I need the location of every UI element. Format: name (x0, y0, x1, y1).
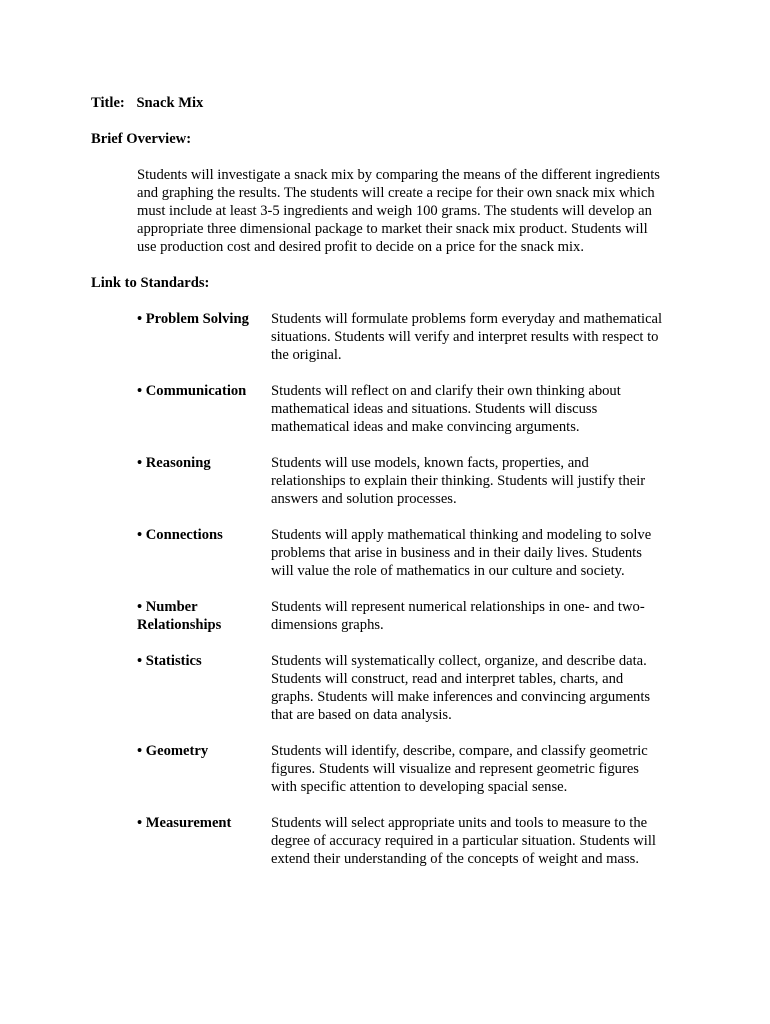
title-row (91, 94, 203, 112)
standard-connections (137, 526, 697, 580)
standard-communication (137, 382, 697, 436)
standard-label: • Geometry (137, 743, 209, 759)
standard-description: Students will reflect on and clarify their own thinking about mathematical ideas and situations. Students will discuss mathematical ideas and make convincing arguments. (271, 383, 621, 435)
standard-label: • Statistics (137, 653, 202, 669)
standard-description: Students will formulate problems form everyday and mathematical situations. Students will verify and interpret results with respect to the original. (271, 311, 663, 363)
overview-heading: Brief Overview: (91, 131, 192, 147)
overview-paragraph: Students will investigate a snack mix by comparing the means of the different ingredients and graphing the results. The students will create a recipe for their own snack mix which must include at least 3-5 ingredients and weigh 100 grams. The students will develop an appropriate three dimensional package to market their snack mix product. Students will use production cost and desired profit to decide on a price for the snack mix. (137, 167, 660, 255)
standard-label: • Measurement (137, 815, 232, 831)
title-value: Snack Mix (136, 95, 204, 111)
standard-measurement (137, 814, 697, 868)
standard-description: Students will identify, describe, compare, and classify geometric figures. Students will visualize and represent geometric figures with specific attention to developing spacial sense. (271, 743, 648, 795)
standards-list (137, 310, 697, 886)
standards-heading: Link to Standards: (91, 275, 210, 291)
standard-statistics (137, 652, 697, 724)
standard-reasoning (137, 454, 697, 508)
standard-description: Students will use models, known facts, properties, and relationships to explain their thinking. Students will justify their answers and solution processes. (271, 455, 646, 507)
standard-label: • Reasoning (137, 455, 211, 471)
standard-description: Students will systematically collect, organize, and describe data. Students will construct, read and interpret tables, charts, and graphs. Students will make inferences and convincing arguments that are based on data analysis. (271, 653, 651, 723)
standard-geometry (137, 742, 697, 796)
title-label: Title: (91, 95, 125, 111)
standard-description: Students will select appropriate units and tools to measure to the degree of accuracy required in a particular situation. Students will extend their understanding of the concepts of weight and mass. (271, 815, 656, 867)
standard-problem-solving (137, 310, 697, 364)
standard-label: • Communication (137, 383, 247, 399)
standard-label: • Number Relationships (137, 599, 222, 633)
standard-number-relationships (137, 598, 697, 634)
standard-label: • Connections (137, 527, 223, 543)
standard-description: Students will apply mathematical thinking and modeling to solve problems that arise in business and in their daily lives. Students will value the role of mathematics in our culture and society. (271, 527, 652, 579)
standard-label: • Problem Solving (137, 311, 249, 327)
standard-description: Students will represent numerical relationships in one- and two- dimensions graphs. (271, 599, 645, 633)
